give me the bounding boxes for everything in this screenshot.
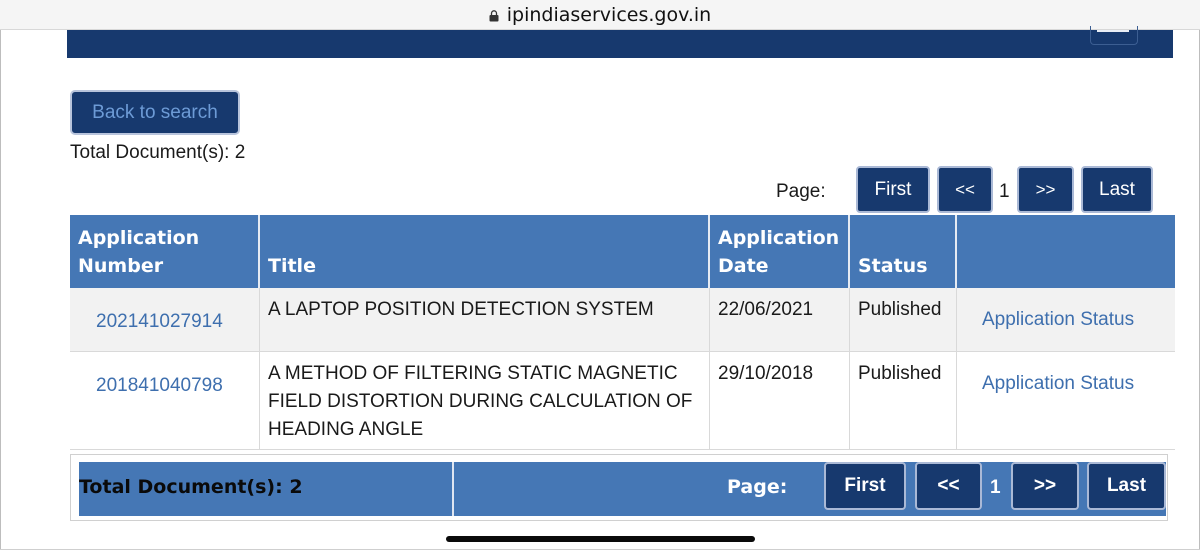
header-application-number: Application Number bbox=[70, 215, 260, 288]
back-to-search-button[interactable]: Back to search bbox=[70, 90, 240, 135]
pager-current-page: 1 bbox=[999, 181, 1010, 202]
application-status-link[interactable]: Application Status bbox=[982, 309, 1135, 330]
date-cell: 29/10/2018 bbox=[710, 352, 850, 449]
bottom-divider bbox=[0, 549, 1200, 550]
pager-label: Page: bbox=[776, 181, 826, 202]
footer-pager-label: Page: bbox=[727, 476, 788, 498]
table-header-row bbox=[70, 215, 1175, 288]
home-indicator[interactable] bbox=[446, 536, 755, 542]
application-number-link[interactable]: 202141027914 bbox=[70, 288, 260, 351]
footer-first-button[interactable]: First bbox=[824, 462, 906, 510]
application-number-link[interactable]: 201841040798 bbox=[70, 352, 260, 449]
page-border-left bbox=[0, 30, 1, 550]
footer-next-button[interactable]: >> bbox=[1011, 462, 1079, 510]
header-action bbox=[957, 215, 1175, 288]
table-row bbox=[70, 352, 1175, 450]
title-cell: A METHOD OF FILTERING STATIC MAGNETIC FIELD DISTORTION DURING CALCULATION OF HEADING ANGLE bbox=[260, 352, 710, 449]
title-cell: A LAPTOP POSITION DETECTION SYSTEM bbox=[260, 288, 710, 351]
pager-prev-button[interactable]: << bbox=[937, 166, 993, 213]
footer-prev-button[interactable]: << bbox=[915, 462, 982, 510]
pager-last-button[interactable]: Last bbox=[1081, 166, 1153, 213]
header-application-date: Application Date bbox=[710, 215, 850, 288]
header-title: Title bbox=[260, 215, 710, 288]
date-cell: 22/06/2021 bbox=[710, 288, 850, 351]
pager-next-button[interactable]: >> bbox=[1017, 166, 1074, 213]
site-navbar bbox=[67, 30, 1173, 58]
footer-divider bbox=[452, 462, 454, 516]
table-row bbox=[70, 288, 1175, 352]
pager-first-button[interactable]: First bbox=[856, 166, 930, 213]
header-status: Status bbox=[850, 215, 957, 288]
status-cell: Published bbox=[850, 352, 957, 449]
footer-last-button[interactable]: Last bbox=[1087, 462, 1166, 510]
footer-bar bbox=[79, 462, 1166, 516]
table-footer bbox=[70, 454, 1168, 521]
url-text: ipindiaservices.gov.in bbox=[506, 3, 712, 26]
footer-total-documents: Total Document(s): 2 bbox=[79, 476, 303, 498]
status-cell: Published bbox=[850, 288, 957, 351]
hamburger-menu-icon[interactable] bbox=[1090, 30, 1136, 44]
total-documents-label: Total Document(s): 2 bbox=[70, 142, 246, 163]
lock-icon bbox=[489, 10, 499, 22]
footer-current-page: 1 bbox=[990, 477, 1001, 498]
application-status-link[interactable]: Application Status bbox=[982, 373, 1135, 394]
browser-url-bar[interactable] bbox=[0, 0, 1200, 30]
